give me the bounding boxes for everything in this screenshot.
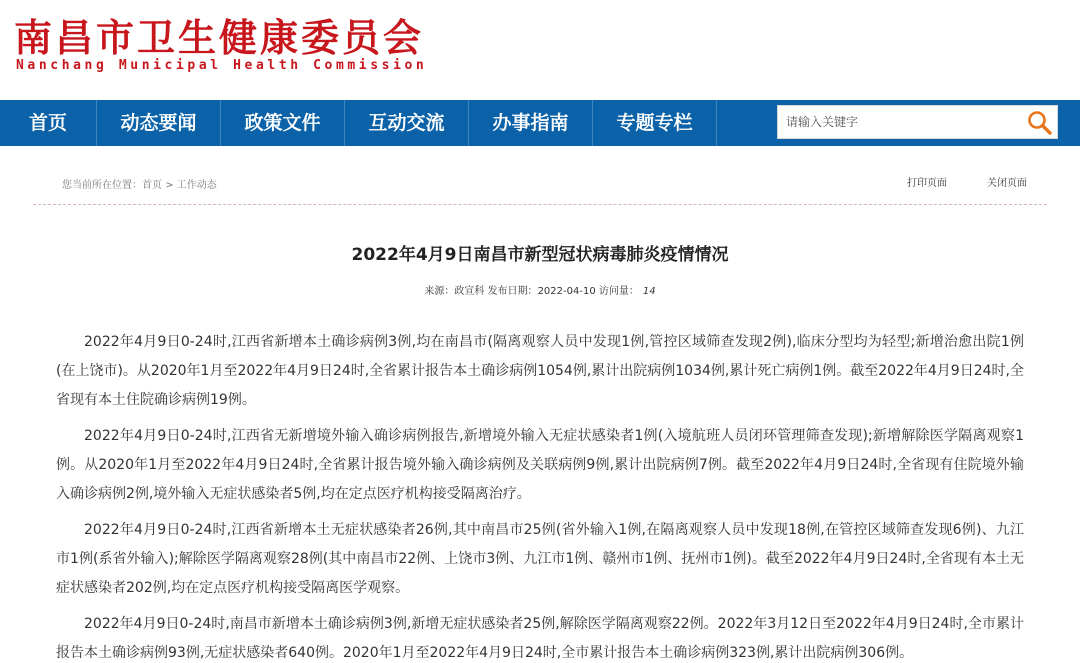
site-header xyxy=(0,0,1080,100)
date-label: 发布日期： xyxy=(487,286,538,297)
close-page-link[interactable]: 关闭页面 xyxy=(987,178,1027,189)
breadcrumb xyxy=(62,176,217,191)
print-page-link[interactable]: 打印页面 xyxy=(907,178,947,189)
nav-item-home[interactable]: 首页 xyxy=(28,112,67,134)
nav-item-news[interactable]: 动态要闻 xyxy=(120,112,197,134)
source-label: 来源： xyxy=(424,286,455,297)
breadcrumb-separator: > xyxy=(165,180,174,191)
article-body xyxy=(56,328,1024,663)
content-divider xyxy=(33,204,1047,205)
search-box xyxy=(777,105,1058,139)
article-paragraph: 2022年4月9日0-24时,江西省新增本土确诊病例3例,均在南昌市(隔离观察人员中发现1例,管控区域筛查发现2例),临床分型均为轻型;新增治愈出院1例(在上饶市)。从2020年1月至2022年4月9日24时,全省累计报告本土确诊病例1054例,累计出院病例1034例,累计死亡病例1例。截至2022年4月9日24时,全省现有本土住院确诊病例19例。 xyxy=(56,334,1024,408)
article-paragraph: 2022年4月9日0-24时,江西省无新增境外输入确诊病例报告,新增境外输入无症状感染者1例(入境航班人员闭环管理筛查发现);新增解除医学隔离观察1例。从2020年1月至2022年4月9日24时,全省累计报告境外输入确诊病例及关联病例9例,累计出院病例7例。截至2022年4月9日24时,全省现有住院境外输入确诊病例2例,境外输入无症状感染者5例,均在定点医疗机构接受隔离治疗。 xyxy=(56,428,1024,502)
date-value: 2022-04-10 xyxy=(537,286,596,297)
article-title: 2022年4月9日南昌市新型冠状病毒肺炎疫情情况 xyxy=(351,245,729,265)
article-paragraph: 2022年4月9日0-24时,南昌市新增本土确诊病例3例,新增无症状感染者25例,解除医学隔离观察22例。2022年3月12日至2022年4月9日24时,全市累计报告本土确诊病例93例,无症状感染者640例。2020年1月至2022年4月9日24时,全市累计报告本土确诊病例323例,累计出院病例306例。 xyxy=(56,616,1024,661)
views-value: 14 xyxy=(642,286,656,297)
site-logo-subtitle: Nanchang Municipal Health Commission xyxy=(16,58,428,73)
article-paragraph: 2022年4月9日0-24时,江西省新增本土无症状感染者26例,其中南昌市25例(省外输入1例,在隔离观察人员中发现18例,在管控区域筛查发现6例)、九江市1例(系省外输入);解除医学隔离观察28例(其中南昌市22例、上饶市3例、九江市1例、赣州市1例、抚州市1例)。截至2022年4月9日24时,全省现有本土无症状感染者202例,均在定点医疗机构接受隔离医学观察。 xyxy=(56,522,1024,596)
source-value: 政宣科 xyxy=(454,286,485,297)
breadcrumb-prefix: 您当前所在位置： xyxy=(62,180,142,191)
magnifier-icon xyxy=(1025,108,1055,136)
search-input[interactable] xyxy=(778,106,1018,138)
breadcrumb-current-link[interactable]: 工作动态 xyxy=(176,180,217,191)
site-logo-title[interactable]: 南昌市卫生健康委员会 xyxy=(14,16,425,60)
views-label: 访问量： xyxy=(598,286,639,297)
nav-separator xyxy=(716,100,717,146)
article-meta xyxy=(0,282,1080,297)
search-button[interactable] xyxy=(1025,108,1055,136)
nav-item-guide[interactable]: 办事指南 xyxy=(492,112,569,134)
nav-item-interaction[interactable]: 互动交流 xyxy=(368,112,445,134)
nav-item-policy[interactable]: 政策文件 xyxy=(244,112,321,134)
breadcrumb-home-link[interactable]: 首页 xyxy=(142,180,162,191)
nav-item-special[interactable]: 专题专栏 xyxy=(616,112,693,134)
